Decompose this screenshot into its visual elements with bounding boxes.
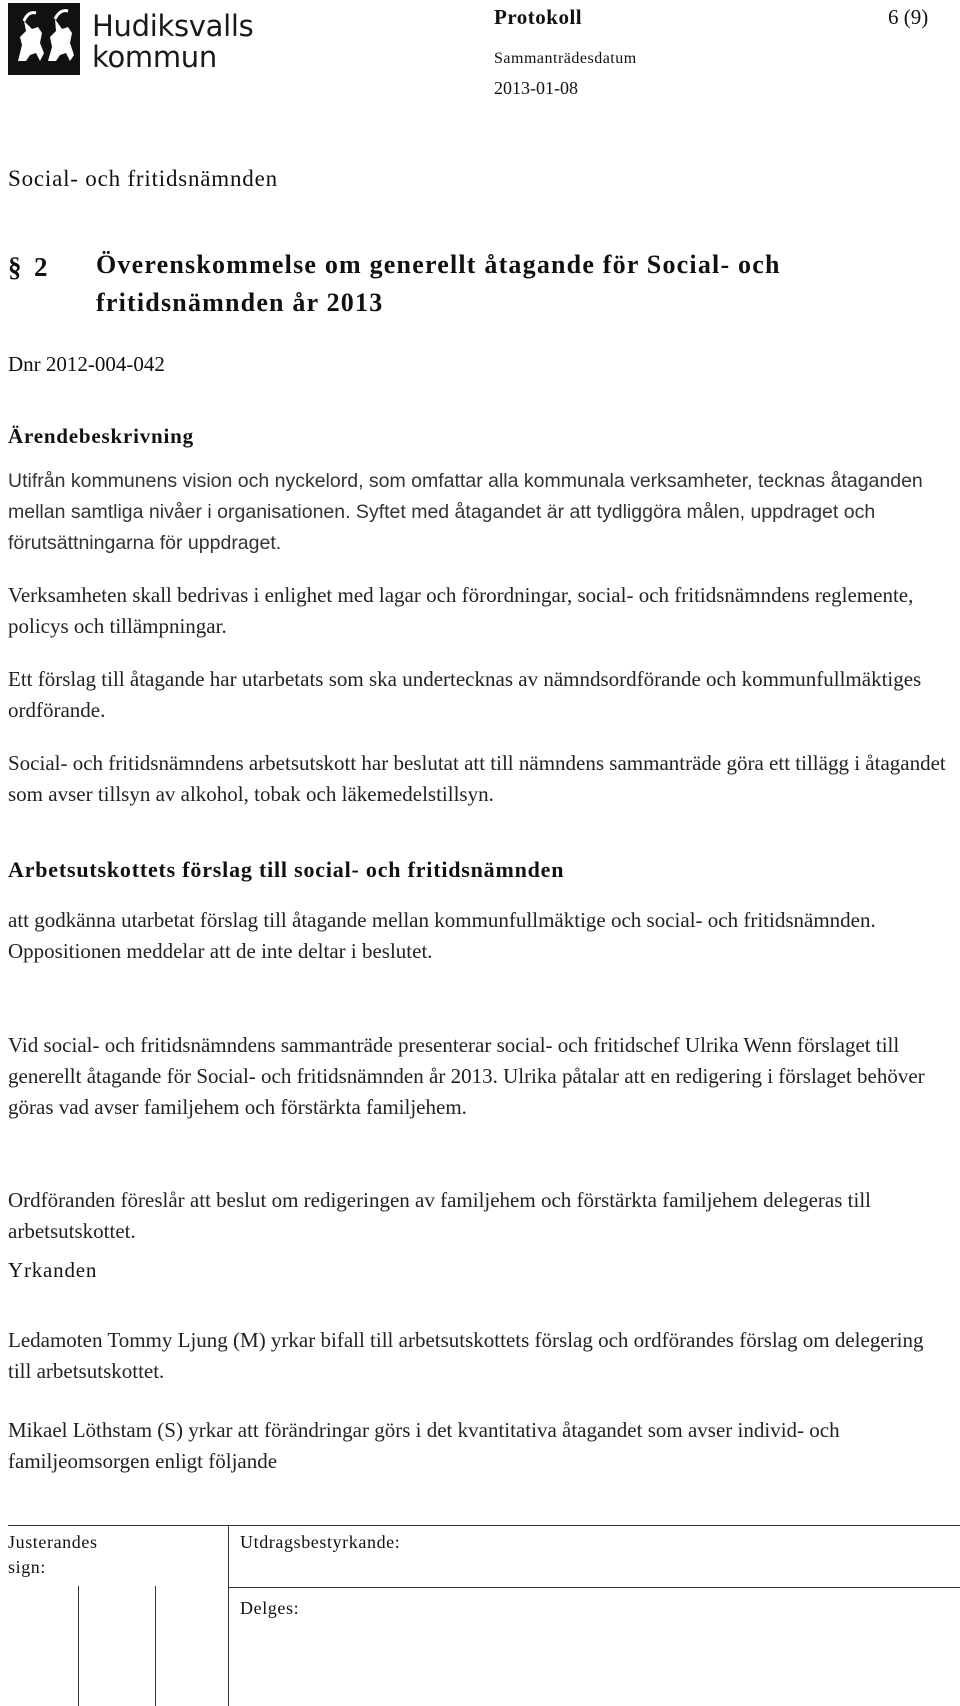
document-type: Protokoll: [494, 5, 583, 29]
page-number: 6 (9): [888, 5, 929, 29]
paragraph-background-1: Utifrån kommunens vision och nyckelord, som omfattar alla kommunala verksamheter, tecknas åtaganden mellan samtliga nivåer i organisationen. Syftet med åtagandet är att tydliggöra målen, uppdraget och förutsättningarna för uppdraget.: [8, 470, 923, 554]
footer-inner-divider: [228, 1587, 960, 1588]
heading-proposal: Arbetsutskottets förslag till social- och fritidsnämnden: [8, 857, 565, 882]
extract-certified-label: Utdragsbestyrkande:: [240, 1532, 401, 1552]
committee-name: Social- och fritidsnämnden: [8, 166, 278, 191]
heading-arendebeskrivning: Ärendebeskrivning: [8, 424, 194, 448]
diary-number: Dnr 2012-004-042: [8, 352, 165, 376]
signatures-label: [8, 1530, 98, 1580]
hudiksvall-logo: [8, 3, 254, 75]
paragraph-chair-proposal: Ordföranden föreslår att beslut om redigeringen av familjehem och förstärkta familjehem delegeras till arbetsutskottet.: [8, 1188, 871, 1243]
signatures-label-line2: sign:: [8, 1557, 47, 1577]
heading-yrkanden: Yrkanden: [8, 1258, 98, 1282]
signature-box-divider-1: [78, 1586, 79, 1706]
paragraph-background-4: Social- och fritidsnämndens arbetsutskott har beslutat att till nämndens sammanträde göra ett tillägg i åtagandet som avser tillsyn av alkohol, tobak och läkemedelstillsyn.: [8, 751, 946, 806]
paragraph-proposal: att godkänna utarbetat förslag till åtagande mellan kommunfullmäktige och social- och fritidsnämnden. Oppositionen meddelar att de inte deltar i beslutet.: [8, 908, 876, 963]
paragraph-motion-2: Mikael Löthstam (S) yrkar att förändringar görs i det kvantitativa åtagandet som avser individ- och familjeomsorgen enligt följande: [8, 1418, 840, 1473]
logo-text-line2: kommun: [92, 40, 217, 74]
signature-box-divider-2: [155, 1586, 156, 1706]
footer-divider: [8, 1525, 960, 1526]
section-title: Överenskommelse om generellt åtagande för Social- och fritidsnämnden år 2013: [96, 250, 781, 317]
logo-text-line1: Hudiksvalls: [92, 9, 254, 43]
meeting-date: 2013-01-08: [494, 78, 578, 98]
paragraph-motion-1: Ledamoten Tommy Ljung (M) yrkar bifall till arbetsutskottets förslag och ordförandes förslag om delegering till arbetsutskottet.: [8, 1328, 924, 1383]
paragraph-background-2: Verksamheten skall bedrivas i enlighet med lagar och förordningar, social- och fritidsnämndens reglemente, policys och tillämpningar.: [8, 583, 914, 638]
distribution-label: Delges:: [240, 1598, 300, 1618]
section-number: 2: [34, 252, 48, 282]
signatures-label-line1: Justerandes: [8, 1532, 98, 1552]
meeting-date-label: Sammanträdesdatum: [494, 50, 637, 67]
section-symbol: §: [8, 252, 22, 282]
paragraph-background-3: Ett förslag till åtagande har utarbetats som ska undertecknas av nämndsordförande och kommunfullmäktiges ordförande.: [8, 667, 922, 722]
footer-column-divider: [228, 1525, 229, 1706]
paragraph-presentation: Vid social- och fritidsnämndens sammanträde presenterar social- och fritidschef Ulrika Wenn förslaget till generellt åtagande för Social- och fritidsnämnden år 2013. Ulrika påtalar att en redigering i förslaget behöver göras vad avser familjehem och förstärkta familjehem.: [8, 1033, 925, 1119]
municipal-goat-emblem-icon: [8, 3, 80, 75]
